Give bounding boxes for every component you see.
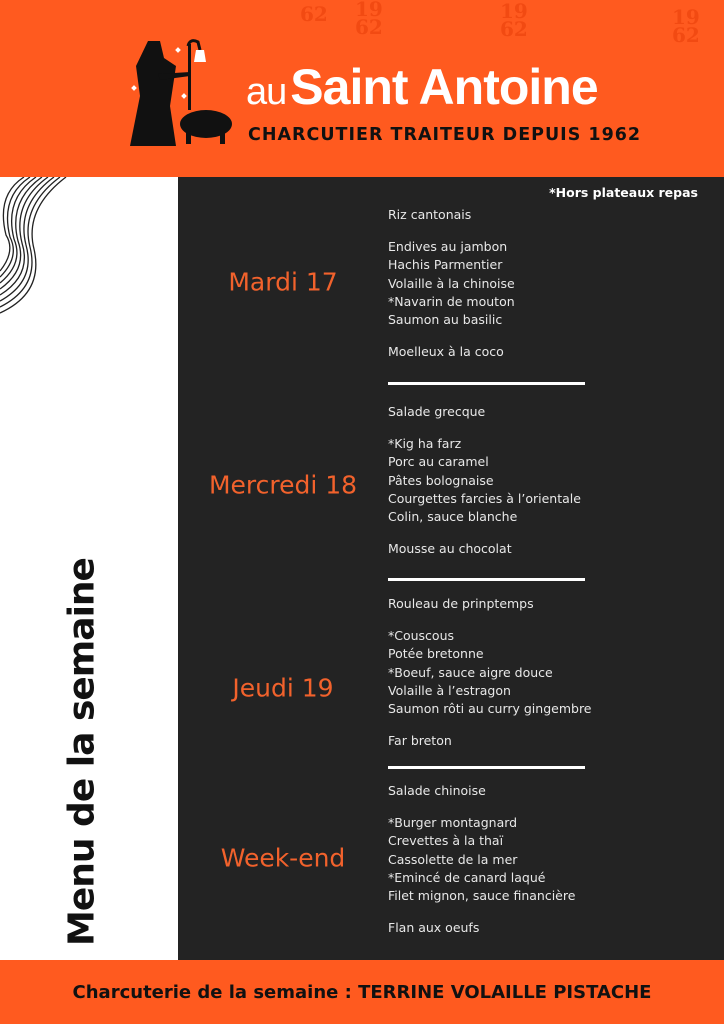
- day-label: Jeudi 19: [232, 673, 334, 703]
- featured-charcuterie: Charcuterie de la semaine : TERRINE VOLAILLE PISTACHE: [72, 981, 652, 1003]
- page-title: Menu de la semaine: [61, 558, 103, 946]
- dessert: Far breton: [388, 733, 452, 749]
- divider: [388, 578, 585, 581]
- decor-1962: 19 62: [672, 5, 700, 47]
- divider: [388, 382, 585, 385]
- dessert: Mousse au chocolat: [388, 541, 512, 557]
- main-dish: Saumon au basilic: [388, 312, 503, 328]
- main-dish: *Kig ha farz: [388, 436, 462, 452]
- starter: Salade chinoise: [388, 783, 486, 798]
- decor-1962: 19 62: [355, 0, 383, 39]
- dish-list: [388, 782, 575, 937]
- decor-1962: 62: [300, 2, 328, 26]
- main-dish: Courgettes farcies à l’orientale: [388, 490, 581, 506]
- divider: [388, 766, 585, 769]
- left-panel: [0, 177, 178, 960]
- main-dish: *Emincé de canard laqué: [388, 869, 546, 885]
- brand-name: auSaint Antoine: [246, 59, 598, 115]
- main-dish: *Navarin de mouton: [388, 293, 515, 309]
- footnote: *Hors plateaux repas: [549, 185, 698, 200]
- main-dish: Pâtes bolognaise: [388, 472, 494, 488]
- main-dish: Endives au jambon: [388, 239, 508, 255]
- main-dish: Potée bretonne: [388, 646, 484, 662]
- main-dish: Saumon rôti au curry gingembre: [388, 701, 592, 717]
- main-dish: *Couscous: [388, 628, 455, 644]
- dessert: Moelleux à la coco: [388, 344, 504, 360]
- starter: Salade grecque: [388, 404, 486, 419]
- main-dish: Volaille à la chinoise: [388, 275, 515, 291]
- starter: Riz cantonais: [388, 207, 472, 222]
- day-label: Mardi 17: [228, 267, 338, 297]
- dish-list: [388, 206, 515, 361]
- main-dish: Porc au caramel: [388, 454, 489, 470]
- header: [0, 0, 724, 177]
- main-dish: *Boeuf, sauce aigre douce: [388, 664, 553, 680]
- dish-list: [388, 595, 592, 750]
- starter: Rouleau de prinptemps: [388, 596, 534, 611]
- main-dish: *Burger montagnard: [388, 815, 518, 831]
- menu-panel: [178, 177, 724, 960]
- dish-list: [388, 403, 581, 558]
- main-dish: Crevettes à la thaï: [388, 833, 504, 849]
- main-dish: Cassolette de la mer: [388, 851, 518, 867]
- main-dish: Colin, sauce blanche: [388, 509, 518, 525]
- footer-banner: [0, 960, 724, 1024]
- main-dish: Filet mignon, sauce financière: [388, 888, 576, 904]
- brand-tagline: CHARCUTIER TRAITEUR DEPUIS 1962: [248, 125, 642, 145]
- day-label: Week-end: [220, 843, 346, 873]
- dessert: Flan aux oeufs: [388, 920, 480, 936]
- saint-antoine-logo-icon: [128, 36, 238, 146]
- decor-1962: 19 62: [500, 0, 528, 41]
- wave-lines-icon: [0, 177, 80, 317]
- day-label: Mercredi 18: [208, 470, 358, 500]
- main-dish: Volaille à l’estragon: [388, 682, 511, 698]
- main-dish: Hachis Parmentier: [388, 257, 503, 273]
